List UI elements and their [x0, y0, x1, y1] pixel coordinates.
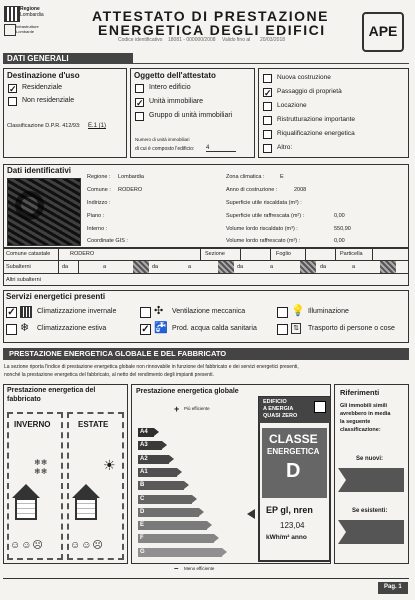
sup-raff-value: 0,00 — [334, 213, 345, 219]
se-esistenti-indicator — [338, 520, 404, 544]
rif-text-3: la seguente — [340, 419, 371, 425]
page-title-1: ATTESTATO DI PRESTAZIONE — [92, 8, 329, 24]
coordinate-label: Coordinate GIS : — [87, 238, 128, 244]
intero-checkbox[interactable] — [135, 84, 144, 93]
destinazione-box — [3, 68, 127, 158]
house-summer-icon — [72, 484, 100, 498]
piu-efficiente-plus: + — [174, 404, 180, 414]
passaggio-label: Passaggio di proprietà — [277, 88, 342, 95]
anno-label: Anno di costruzione : — [226, 187, 278, 193]
trasporto-label: Trasporto di persone o cose — [308, 325, 395, 332]
riqualificazione-checkbox[interactable] — [263, 130, 272, 139]
gruppo-checkbox[interactable] — [135, 112, 144, 121]
section-dati-generali: DATI GENERALI — [3, 53, 133, 64]
numero-label-2: di cui è composto l'edificio: — [135, 146, 195, 152]
logo — [4, 6, 20, 22]
energy-class-tip — [169, 455, 174, 463]
intero-label: Intero edificio — [149, 84, 191, 91]
globale-title: Prestazione energetica globale — [136, 388, 239, 395]
inverno-smileys: ☺☺☹ — [10, 540, 44, 551]
unita-checkbox[interactable]: ✓ — [136, 98, 144, 108]
energy-class-b: B — [138, 481, 184, 490]
non-residenziale-label: Non residenziale — [22, 97, 75, 104]
classe-line-2: ENERGETICA — [267, 447, 320, 456]
gruppo-label: Gruppo di unità immobiliari — [149, 112, 233, 119]
footer-line — [3, 578, 409, 579]
sun-icon: ☀ — [103, 457, 116, 473]
altro-label: Altro: — [277, 144, 293, 151]
ape-logo: APE — [362, 12, 404, 52]
ep-label: EP gl, nren — [266, 505, 313, 515]
energy-class-c: C — [138, 495, 192, 504]
sub-logo-text-1: Infrastrutture — [16, 24, 39, 29]
page-number: Pag. 1 — [384, 584, 402, 590]
illuminazione-label: Illuminazione — [308, 308, 349, 315]
ep-value: 123,04 — [280, 521, 305, 530]
energy-class-a4: A4 — [138, 428, 154, 437]
house-summer-body — [75, 498, 97, 520]
vol-raff-label: Volume lordo raffrescato (m³) : — [226, 238, 301, 244]
clim-inv-label: Climatizzazione invernale — [37, 308, 117, 315]
energy-class-e: E — [138, 521, 207, 530]
fabbricato-title-2: fabbricato — [7, 396, 41, 403]
ventilazione-checkbox[interactable] — [140, 307, 151, 318]
inverno-label: INVERNO — [14, 420, 51, 429]
clim-est-label: Climatizzazione estiva — [37, 325, 107, 332]
estate-label: ESTATE — [78, 420, 109, 429]
se-nuovi-indicator — [338, 468, 404, 492]
section-prestazione: PRESTAZIONE ENERGETICA GLOBALE E DEL FABBRICATO — [3, 348, 409, 360]
nuova-checkbox[interactable] — [263, 74, 272, 83]
logo-text-1: Regione — [20, 6, 40, 12]
energy-class-tip — [192, 495, 197, 503]
sub-da-2: da — [152, 264, 159, 270]
snowflakes-icon: ❄❄ ❄❄ — [34, 458, 48, 476]
indirizzo-label: Indirizzo : — [87, 200, 111, 206]
house-winter-body — [15, 498, 37, 520]
nzeb-line-3: QUASI ZERO — [263, 413, 298, 419]
logo-text-2: Lombardia — [20, 12, 44, 18]
prestazione-desc-1: La sezione riporta l'indice di prestazione energetica globale non rinnovabile in funzione del fabbricato e dei servizi energetici presenti, — [4, 364, 299, 370]
locazione-checkbox[interactable] — [263, 102, 272, 111]
nzeb-line-2: A ENERGIA — [263, 406, 294, 412]
ristrutturazione-label: Ristrutturazione importante — [277, 116, 356, 123]
particella-label: Particella — [340, 251, 363, 257]
zona-label: Zona climatica : — [226, 174, 265, 180]
subalterni-label: Subalterni — [6, 264, 31, 270]
riqualificazione-label: Riqualificazione energetica — [277, 130, 355, 137]
classificazione-value: E.1 (1) — [88, 123, 107, 129]
energy-class-a1: A1 — [138, 468, 177, 477]
identificativi-title: Dati identificativi — [7, 166, 72, 175]
energy-class-tip — [222, 548, 227, 556]
classe-line-1: CLASSE — [269, 432, 318, 446]
acqua-checkbox[interactable]: ✓ — [141, 324, 150, 335]
illuminazione-checkbox[interactable] — [277, 307, 288, 318]
sezione-label: Sezione — [205, 251, 225, 257]
code-value: 18081 - 000000/2008 — [168, 37, 216, 43]
se-nuovi-label: Se nuovi: — [356, 456, 384, 462]
aerial-map-image — [7, 178, 81, 246]
classificazione-label: Classificazione D.P.R. 412/93: — [7, 123, 81, 129]
sub-hatch-1 — [133, 261, 149, 273]
vol-risc-label: Volume lordo riscaldato (m³) : — [226, 226, 298, 232]
comune-label: Comune : — [87, 187, 111, 193]
altri-subalterni-label: Altri subalterni — [6, 277, 41, 283]
energy-class-tip — [177, 468, 182, 476]
nuova-label: Nuova costruzione — [277, 74, 331, 81]
se-esistenti-label: Se esistenti: — [352, 508, 388, 514]
regione-label: Regione : — [87, 174, 111, 180]
code-prefix: Codice identificativo — [118, 37, 163, 43]
energy-class-f: F — [138, 534, 214, 543]
interno-label: Interno : — [87, 226, 108, 232]
sub-hatch-2 — [218, 261, 234, 273]
page-title-2: ENERGETICA DEGLI EDIFICI — [98, 22, 326, 38]
servizi-title: Servizi energetici presenti — [6, 292, 106, 301]
water-tap-icon: 🚰 — [154, 322, 168, 334]
class-pointer — [247, 509, 255, 519]
se-nuovi-arrow — [338, 468, 346, 492]
sub-a-3: a — [270, 264, 274, 270]
sup-risc-label: Superficie utile riscaldata (m²) : — [226, 200, 302, 206]
sub-logo-text-2: Lombarde — [16, 29, 35, 34]
radiator-icon — [20, 306, 32, 318]
rif-text-4: classificazione: — [340, 427, 381, 433]
residenziale-label: Residenziale — [22, 84, 63, 91]
catasto-comune-label: Comune catastale — [6, 251, 51, 257]
sub-hatch-3 — [300, 261, 316, 273]
sub-da-1: da — [62, 264, 69, 270]
rif-text-1: Gli immobili simili — [340, 403, 388, 409]
zona-value: E — [280, 174, 284, 180]
oggetto-title: Oggetto dell'attestato — [134, 71, 216, 80]
numero-label-1: Numero di unità immobiliari — [135, 137, 190, 142]
fabbricato-title-1: Prestazione energetica del — [7, 387, 96, 394]
ristrutturazione-checkbox[interactable] — [263, 116, 272, 125]
valid-prefix: Valido fino al — [222, 37, 251, 43]
energy-class-a2: A2 — [138, 455, 169, 464]
energy-class-a3: A3 — [138, 441, 162, 450]
comune-value: RODERO — [118, 187, 143, 193]
energy-class-tip — [184, 481, 189, 489]
valid-value: 20/03/2018 — [260, 37, 286, 43]
acqua-label: Prod. acqua calda sanitaria — [172, 325, 257, 332]
sub-hatch-4 — [380, 261, 396, 273]
energy-class-tip — [214, 534, 219, 542]
unita-label: Unità immobiliare — [149, 98, 204, 105]
fan-icon: ✣ — [154, 305, 164, 317]
energy-class-tip — [162, 441, 167, 449]
sub-logo — [4, 24, 16, 36]
elevator-icon: ⇅ — [291, 323, 301, 334]
sup-raff-label: Superficie utile raffrescata (m²) : — [226, 213, 305, 219]
sub-a-1: a — [103, 264, 107, 270]
passaggio-checkbox[interactable]: ✓ — [264, 88, 272, 98]
estate-smileys: ☺☺☹ — [70, 540, 104, 551]
sub-a-2: a — [188, 264, 192, 270]
non-residenziale-checkbox[interactable] — [8, 97, 17, 106]
trasporto-checkbox[interactable] — [277, 324, 288, 335]
sub-da-3: da — [237, 264, 244, 270]
energy-class-d: D — [138, 508, 199, 517]
riferimenti-title: Riferimenti — [340, 388, 380, 397]
altro-checkbox[interactable] — [263, 144, 272, 153]
nzeb-checkbox[interactable] — [314, 401, 326, 413]
catasto-comune-value: RODERO — [70, 251, 95, 257]
destinazione-title: Destinazione d'uso — [7, 71, 80, 80]
lightbulb-icon: 💡 — [291, 305, 305, 317]
ep-unit: kWh/m² anno — [266, 534, 307, 541]
energy-class-tip — [207, 521, 212, 529]
piu-efficiente-label: Più efficiente — [184, 406, 210, 411]
classe-value: D — [286, 460, 301, 482]
prestazione-desc-2: nonché la prestazione energetica del fabbricato, al netto del rendimento degli impianti presenti. — [4, 372, 214, 378]
section-line — [3, 63, 409, 64]
meno-efficiente-minus: – — [174, 564, 179, 573]
clim-est-checkbox[interactable] — [6, 324, 17, 335]
locazione-label: Locazione — [277, 102, 307, 109]
numero-value: 4 — [206, 145, 236, 152]
energy-class-tip — [199, 508, 204, 516]
snowflake-icon: ❄ — [20, 322, 30, 334]
residenziale-checkbox[interactable]: ✓ — [9, 84, 17, 94]
house-winter-icon — [12, 484, 40, 498]
rif-text-2: avrebbero in media — [340, 411, 391, 417]
se-esistenti-arrow — [338, 520, 346, 544]
ventilazione-label: Ventilazione meccanica — [172, 308, 246, 315]
vol-risc-value: 550,90 — [334, 226, 351, 232]
anno-value: 2008 — [294, 187, 307, 193]
clim-inv-checkbox[interactable]: ✓ — [7, 307, 16, 318]
sub-da-4: da — [320, 264, 327, 270]
meno-efficiente-label: Meno efficiente — [184, 566, 215, 571]
regione-value: Lombardia — [118, 174, 144, 180]
piano-label: Piano : — [87, 213, 105, 219]
nzeb-line-1: EDIFICIO — [263, 399, 287, 405]
sub-a-4: a — [352, 264, 356, 270]
energy-class-tip — [154, 428, 159, 436]
vol-raff-value: 0,00 — [334, 238, 345, 244]
foglio-label: Foglio — [276, 251, 291, 257]
energy-class-g: G — [138, 548, 222, 557]
